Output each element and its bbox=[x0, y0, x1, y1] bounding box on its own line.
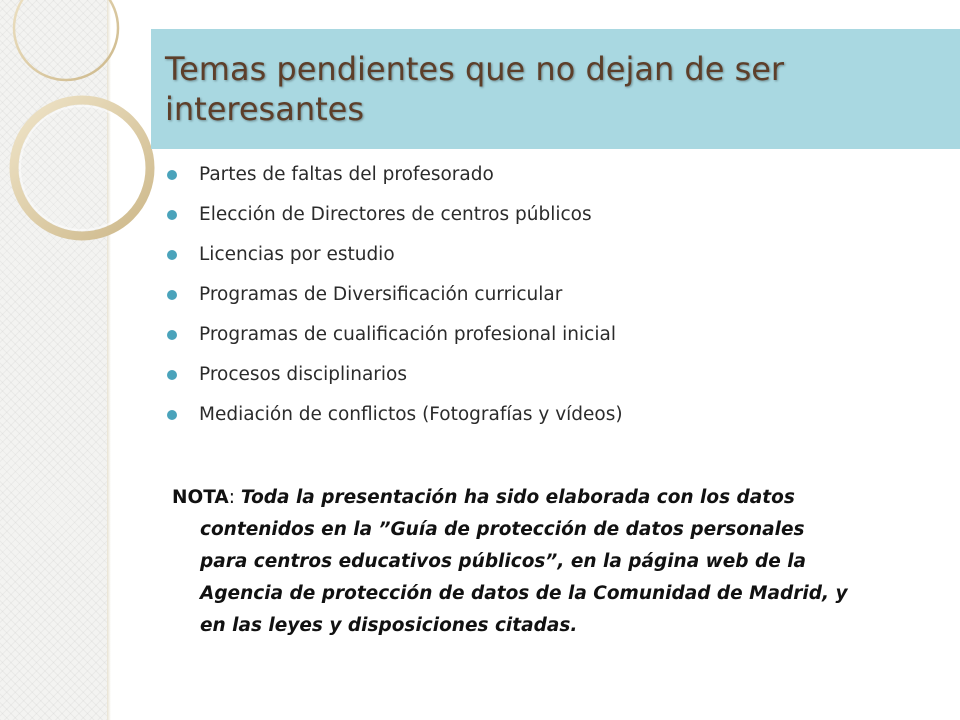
slide-title: Temas pendientes que no dejan de ser interesantes bbox=[165, 50, 785, 128]
title-banner bbox=[151, 29, 960, 149]
bullet-item bbox=[158, 161, 918, 201]
bullet-icon bbox=[167, 330, 177, 340]
bullet-icon bbox=[167, 250, 177, 260]
note-label: NOTA bbox=[172, 487, 229, 508]
note-text: Agencia de protección de datos de la Comunidad de Madrid, y bbox=[200, 583, 848, 604]
bullet-text: Programas de Diversificación curricular bbox=[199, 284, 563, 305]
note-text: para centros educativos públicos”, en la página web de la bbox=[200, 551, 807, 572]
bullet-text: Partes de faltas del profesorado bbox=[199, 164, 494, 185]
bullet-item bbox=[158, 361, 918, 401]
note-separator: : bbox=[228, 487, 235, 508]
bullet-item bbox=[158, 401, 918, 441]
note-text: Toda la presentación ha sido elaborada con los datos bbox=[240, 487, 795, 508]
bullet-icon bbox=[167, 210, 177, 220]
bullet-item bbox=[158, 281, 918, 321]
note-paragraph bbox=[172, 482, 942, 642]
note-line bbox=[172, 610, 942, 642]
bullet-item bbox=[158, 321, 918, 361]
bullet-text: Elección de Directores de centros públicos bbox=[199, 204, 592, 225]
side-panel-edge bbox=[107, 0, 111, 720]
bullet-text: Mediación de conflictos (Fotografías y vídeos) bbox=[199, 404, 623, 425]
note-text: en las leyes y disposiciones citadas. bbox=[200, 615, 578, 636]
note-text: contenidos en la ”Guía de protección de datos personales bbox=[200, 519, 805, 540]
bullet-list bbox=[158, 161, 918, 441]
note-line bbox=[172, 482, 942, 514]
note-line bbox=[172, 578, 942, 610]
bullet-icon bbox=[167, 410, 177, 420]
bullet-item bbox=[158, 201, 918, 241]
bullet-item bbox=[158, 241, 918, 281]
note-line bbox=[172, 514, 942, 546]
bullet-icon bbox=[167, 170, 177, 180]
bullet-text: Procesos disciplinarios bbox=[199, 364, 407, 385]
bullet-text: Licencias por estudio bbox=[199, 244, 395, 265]
bullet-text: Programas de cualificación profesional inicial bbox=[199, 324, 616, 345]
bullet-icon bbox=[167, 290, 177, 300]
note-line bbox=[172, 546, 942, 578]
bullet-icon bbox=[167, 370, 177, 380]
decorative-side-panel bbox=[0, 0, 108, 720]
